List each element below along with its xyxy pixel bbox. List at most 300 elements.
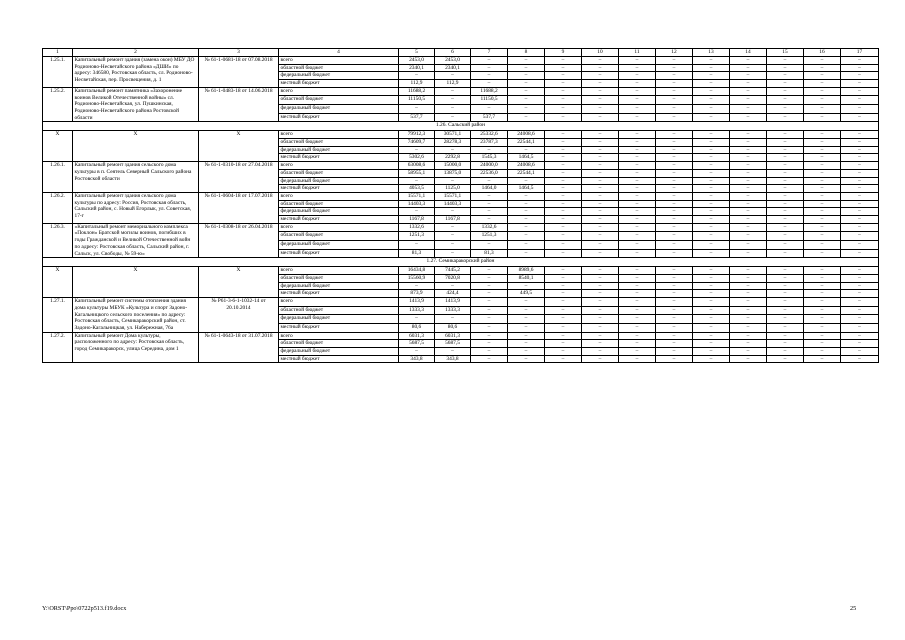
column-number: 4: [279, 49, 399, 57]
budget-source: местный бюджет: [279, 249, 399, 258]
amount-cell: 5687,5: [399, 340, 435, 348]
amount-cell: 81,3: [471, 249, 508, 258]
amount-cell: –: [730, 162, 767, 170]
amount-cell: –: [435, 105, 471, 114]
amount-cell: –: [730, 216, 767, 224]
amount-cell: –: [656, 208, 693, 216]
amount-cell: –: [435, 177, 471, 185]
amount-cell: –: [656, 323, 693, 332]
budget-source: всего: [279, 192, 399, 200]
amount-cell: –: [767, 315, 804, 324]
amount-cell: –: [582, 348, 619, 356]
amount-cell: –: [767, 223, 804, 232]
amount-cell: –: [767, 323, 804, 332]
amount-cell: 5687,5: [435, 340, 471, 348]
amount-cell: –: [582, 80, 619, 88]
amount-cell: 343,8: [399, 355, 435, 363]
amount-cell: –: [582, 216, 619, 224]
amount-cell: –: [656, 154, 693, 162]
column-number: 17: [841, 49, 879, 57]
amount-cell: –: [693, 340, 730, 348]
amount-cell: –: [582, 315, 619, 324]
amount-cell: –: [619, 146, 656, 154]
item-description: Капитальный ремонт здания (замена окон) МБУ ДО Родионово-Несветайского района «ДШИ» по адресу: 346580, Ростовская область, сл. Родионово-Несветайская, пер. Просвещения, д. 1: [73, 57, 199, 88]
amount-cell: 1332,6: [471, 223, 508, 232]
amount-cell: –: [545, 315, 582, 324]
amount-cell: –: [767, 232, 804, 241]
amount-cell: –: [804, 200, 841, 208]
column-number: 10: [582, 49, 619, 57]
x-mark: X: [199, 267, 279, 298]
amount-cell: –: [767, 169, 804, 177]
amount-cell: –: [619, 355, 656, 363]
amount-cell: –: [545, 241, 582, 250]
amount-cell: –: [656, 216, 693, 224]
funding-table: [42, 48, 879, 363]
budget-row: [43, 87, 879, 96]
budget-source: областной бюджет: [279, 232, 399, 241]
amount-cell: –: [730, 340, 767, 348]
amount-cell: –: [693, 113, 730, 122]
amount-cell: –: [508, 87, 545, 96]
amount-cell: –: [841, 340, 879, 348]
amount-cell: –: [730, 113, 767, 122]
amount-cell: –: [399, 241, 435, 250]
amount-cell: –: [619, 223, 656, 232]
amount-cell: 15000,0: [435, 162, 471, 170]
amount-cell: –: [693, 80, 730, 88]
amount-cell: –: [471, 177, 508, 185]
amount-cell: –: [804, 139, 841, 147]
amount-cell: –: [656, 355, 693, 363]
column-number: 11: [619, 49, 656, 57]
amount-cell: 537,7: [399, 113, 435, 122]
amount-cell: 79912,3: [399, 131, 435, 139]
header-row: [43, 49, 879, 57]
amount-cell: –: [545, 249, 582, 258]
amount-cell: –: [804, 298, 841, 307]
amount-cell: –: [841, 169, 879, 177]
budget-source: областной бюджет: [279, 340, 399, 348]
amount-cell: 24008,6: [508, 131, 545, 139]
amount-cell: –: [656, 306, 693, 315]
amount-cell: –: [582, 241, 619, 250]
amount-cell: –: [582, 87, 619, 96]
amount-cell: –: [804, 96, 841, 105]
amount-cell: –: [471, 355, 508, 363]
amount-cell: –: [730, 306, 767, 315]
amount-cell: –: [804, 105, 841, 114]
amount-cell: –: [841, 241, 879, 250]
amount-cell: –: [508, 282, 545, 290]
amount-cell: –: [804, 146, 841, 154]
amount-cell: –: [508, 113, 545, 122]
amount-cell: –: [545, 87, 582, 96]
amount-cell: –: [841, 139, 879, 147]
amount-cell: 15560,9: [399, 274, 435, 282]
amount-cell: –: [582, 323, 619, 332]
amount-cell: –: [730, 298, 767, 307]
amount-cell: –: [545, 169, 582, 177]
amount-cell: 8989,6: [508, 267, 545, 275]
amount-cell: –: [619, 340, 656, 348]
budget-source: местный бюджет: [279, 323, 399, 332]
amount-cell: –: [582, 274, 619, 282]
amount-cell: –: [767, 306, 804, 315]
amount-cell: –: [767, 340, 804, 348]
amount-cell: 5302,6: [399, 154, 435, 162]
amount-cell: –: [693, 57, 730, 65]
amount-cell: –: [435, 146, 471, 154]
amount-cell: –: [435, 223, 471, 232]
amount-cell: –: [841, 216, 879, 224]
amount-cell: –: [656, 223, 693, 232]
amount-cell: –: [730, 146, 767, 154]
amount-cell: 4053,5: [399, 185, 435, 193]
amount-cell: 1545,3: [471, 154, 508, 162]
amount-cell: 1464,0: [471, 185, 508, 193]
amount-cell: –: [656, 72, 693, 80]
amount-cell: 1167,8: [435, 216, 471, 224]
amount-cell: –: [730, 332, 767, 340]
summary-row: [43, 131, 879, 139]
amount-cell: –: [656, 200, 693, 208]
amount-cell: –: [656, 80, 693, 88]
amount-cell: –: [767, 249, 804, 258]
amount-cell: –: [619, 200, 656, 208]
budget-source: местный бюджет: [279, 185, 399, 193]
amount-cell: –: [545, 267, 582, 275]
amount-cell: –: [841, 146, 879, 154]
amount-cell: –: [656, 290, 693, 298]
amount-cell: –: [693, 290, 730, 298]
budget-source: областной бюджет: [279, 139, 399, 147]
amount-cell: –: [619, 192, 656, 200]
amount-cell: –: [582, 306, 619, 315]
amount-cell: –: [656, 105, 693, 114]
amount-cell: –: [656, 267, 693, 275]
amount-cell: –: [656, 274, 693, 282]
amount-cell: –: [582, 200, 619, 208]
amount-cell: –: [730, 154, 767, 162]
amount-cell: –: [767, 274, 804, 282]
amount-cell: –: [656, 87, 693, 96]
amount-cell: –: [545, 298, 582, 307]
amount-cell: –: [582, 355, 619, 363]
amount-cell: –: [545, 80, 582, 88]
amount-cell: 1464,5: [508, 185, 545, 193]
amount-cell: –: [508, 64, 545, 72]
amount-cell: –: [582, 177, 619, 185]
amount-cell: –: [508, 298, 545, 307]
amount-cell: –: [693, 232, 730, 241]
amount-cell: –: [841, 232, 879, 241]
amount-cell: –: [471, 348, 508, 356]
amount-cell: –: [841, 105, 879, 114]
amount-cell: –: [730, 139, 767, 147]
amount-cell: –: [619, 139, 656, 147]
amount-cell: –: [545, 200, 582, 208]
amount-cell: –: [767, 87, 804, 96]
amount-cell: –: [804, 267, 841, 275]
amount-cell: –: [656, 249, 693, 258]
section-title: 1.27. Семикаракорский район: [43, 258, 879, 267]
item-number: 1.27.1.: [43, 298, 73, 333]
amount-cell: 24008,6: [508, 162, 545, 170]
amount-cell: –: [730, 208, 767, 216]
amount-cell: –: [508, 306, 545, 315]
amount-cell: –: [619, 162, 656, 170]
amount-cell: –: [582, 232, 619, 241]
amount-cell: 1333,3: [435, 306, 471, 315]
amount-cell: –: [619, 64, 656, 72]
amount-cell: –: [841, 154, 879, 162]
amount-cell: –: [767, 139, 804, 147]
amount-cell: –: [841, 192, 879, 200]
amount-cell: 14403,3: [435, 200, 471, 208]
column-number: 3: [199, 49, 279, 57]
amount-cell: –: [730, 72, 767, 80]
amount-cell: –: [767, 57, 804, 65]
amount-cell: –: [471, 64, 508, 72]
amount-cell: –: [804, 223, 841, 232]
column-number: 2: [73, 49, 199, 57]
amount-cell: –: [804, 64, 841, 72]
amount-cell: –: [693, 185, 730, 193]
amount-cell: –: [804, 332, 841, 340]
amount-cell: –: [693, 323, 730, 332]
budget-source: федеральный бюджет: [279, 208, 399, 216]
column-number: 9: [545, 49, 582, 57]
item-number: 1.26.1.: [43, 162, 73, 193]
amount-cell: –: [767, 348, 804, 356]
amount-cell: –: [841, 113, 879, 122]
budget-source: местный бюджет: [279, 113, 399, 122]
amount-cell: 11688,2: [471, 87, 508, 96]
amount-cell: –: [619, 131, 656, 139]
amount-cell: –: [693, 200, 730, 208]
budget-source: всего: [279, 223, 399, 232]
amount-cell: –: [508, 232, 545, 241]
amount-cell: –: [545, 64, 582, 72]
amount-cell: –: [841, 306, 879, 315]
amount-cell: –: [693, 241, 730, 250]
amount-cell: –: [619, 315, 656, 324]
amount-cell: –: [841, 290, 879, 298]
amount-cell: –: [582, 208, 619, 216]
amount-cell: 7020,8: [435, 274, 471, 282]
amount-cell: –: [730, 232, 767, 241]
amount-cell: –: [619, 216, 656, 224]
budget-source: федеральный бюджет: [279, 146, 399, 154]
budget-source: всего: [279, 267, 399, 275]
amount-cell: –: [656, 185, 693, 193]
budget-source: федеральный бюджет: [279, 315, 399, 324]
amount-cell: –: [619, 306, 656, 315]
amount-cell: –: [693, 355, 730, 363]
amount-cell: –: [656, 298, 693, 307]
amount-cell: –: [693, 105, 730, 114]
amount-cell: –: [693, 87, 730, 96]
amount-cell: –: [730, 96, 767, 105]
amount-cell: –: [730, 177, 767, 185]
amount-cell: –: [767, 185, 804, 193]
amount-cell: 2340,1: [399, 64, 435, 72]
item-number: 1.27.2.: [43, 332, 73, 363]
amount-cell: –: [693, 306, 730, 315]
amount-cell: 1413,9: [399, 298, 435, 307]
amount-cell: –: [399, 72, 435, 80]
amount-cell: 449,5: [508, 290, 545, 298]
amount-cell: –: [582, 96, 619, 105]
amount-cell: –: [545, 57, 582, 65]
amount-cell: –: [545, 323, 582, 332]
amount-cell: –: [693, 64, 730, 72]
item-number: 1.25.1.: [43, 57, 73, 88]
amount-cell: –: [545, 223, 582, 232]
column-number: 6: [435, 49, 471, 57]
expertise-document: № 61-1-0308-18 от 26.04.2018: [199, 223, 279, 258]
amount-cell: –: [841, 323, 879, 332]
amount-cell: –: [545, 192, 582, 200]
amount-cell: 22544,1: [508, 169, 545, 177]
amount-cell: –: [804, 57, 841, 65]
amount-cell: –: [730, 315, 767, 324]
section-title-row: [43, 258, 879, 267]
budget-source: всего: [279, 131, 399, 139]
amount-cell: –: [656, 282, 693, 290]
amount-cell: –: [730, 355, 767, 363]
amount-cell: –: [471, 274, 508, 282]
amount-cell: –: [399, 315, 435, 324]
amount-cell: –: [693, 131, 730, 139]
amount-cell: –: [619, 232, 656, 241]
amount-cell: –: [435, 315, 471, 324]
budget-source: областной бюджет: [279, 200, 399, 208]
budget-source: областной бюджет: [279, 306, 399, 315]
amount-cell: –: [471, 290, 508, 298]
amount-cell: –: [545, 105, 582, 114]
amount-cell: –: [730, 323, 767, 332]
amount-cell: –: [545, 216, 582, 224]
amount-cell: –: [545, 306, 582, 315]
amount-cell: –: [841, 267, 879, 275]
amount-cell: –: [471, 323, 508, 332]
amount-cell: –: [508, 146, 545, 154]
amount-cell: 1251,3: [399, 232, 435, 241]
footer-file-path: Y:\ORST\Ppo\0722p513.f19.docx: [42, 605, 127, 612]
amount-cell: –: [767, 80, 804, 88]
amount-cell: –: [656, 332, 693, 340]
amount-cell: –: [471, 57, 508, 65]
item-description: Капитальный ремонт памятника «Захоронение воинов Великой Отечественной войны» сл. Родионово-Несветайская, ул. Пушкинская, Родионово-Несветайского района Ростовской области: [73, 87, 199, 122]
amount-cell: 14403,3: [399, 200, 435, 208]
amount-cell: –: [767, 72, 804, 80]
amount-cell: –: [730, 185, 767, 193]
amount-cell: –: [545, 208, 582, 216]
amount-cell: –: [767, 192, 804, 200]
amount-cell: –: [545, 162, 582, 170]
amount-cell: –: [656, 241, 693, 250]
amount-cell: –: [582, 267, 619, 275]
budget-source: всего: [279, 332, 399, 340]
amount-cell: –: [767, 332, 804, 340]
amount-cell: –: [693, 96, 730, 105]
amount-cell: –: [767, 216, 804, 224]
amount-cell: –: [656, 162, 693, 170]
amount-cell: 16434,8: [399, 267, 435, 275]
column-number: 15: [767, 49, 804, 57]
amount-cell: –: [730, 274, 767, 282]
amount-cell: –: [582, 290, 619, 298]
amount-cell: 11688,2: [399, 87, 435, 96]
amount-cell: –: [545, 139, 582, 147]
amount-cell: –: [619, 57, 656, 65]
amount-cell: –: [545, 96, 582, 105]
budget-source: федеральный бюджет: [279, 105, 399, 114]
amount-cell: –: [804, 282, 841, 290]
amount-cell: –: [693, 154, 730, 162]
amount-cell: –: [619, 87, 656, 96]
summary-row: [43, 267, 879, 275]
amount-cell: –: [841, 282, 879, 290]
amount-cell: –: [619, 80, 656, 88]
amount-cell: –: [545, 290, 582, 298]
expertise-document: № 61-1-0483-18 от 14.06.2018: [199, 87, 279, 122]
budget-source: федеральный бюджет: [279, 348, 399, 356]
amount-cell: 2453,0: [435, 57, 471, 65]
budget-row: [43, 332, 879, 340]
amount-cell: –: [804, 154, 841, 162]
amount-cell: –: [804, 72, 841, 80]
amount-cell: –: [619, 298, 656, 307]
amount-cell: –: [508, 323, 545, 332]
amount-cell: 112,9: [399, 80, 435, 88]
amount-cell: –: [619, 323, 656, 332]
amount-cell: –: [804, 80, 841, 88]
amount-cell: 1464,5: [508, 154, 545, 162]
amount-cell: –: [508, 208, 545, 216]
amount-cell: –: [508, 223, 545, 232]
amount-cell: –: [545, 332, 582, 340]
expertise-document: № 61-1-0643-18 от 31.07.2018: [199, 332, 279, 363]
amount-cell: –: [804, 241, 841, 250]
amount-cell: –: [582, 139, 619, 147]
amount-cell: –: [508, 72, 545, 80]
amount-cell: –: [508, 348, 545, 356]
expertise-document: № 61-1-0604-18 от 17.07.2018: [199, 192, 279, 223]
amount-cell: –: [767, 355, 804, 363]
column-number: 8: [508, 49, 545, 57]
amount-cell: –: [619, 177, 656, 185]
amount-cell: –: [471, 306, 508, 315]
amount-cell: 80,6: [435, 323, 471, 332]
amount-cell: –: [435, 282, 471, 290]
amount-cell: –: [435, 87, 471, 96]
column-number: 7: [471, 49, 508, 57]
amount-cell: –: [435, 208, 471, 216]
amount-cell: –: [767, 241, 804, 250]
amount-cell: –: [435, 241, 471, 250]
footer-page-number: 25: [850, 605, 857, 612]
amount-cell: –: [767, 267, 804, 275]
amount-cell: –: [804, 208, 841, 216]
amount-cell: –: [582, 105, 619, 114]
amount-cell: –: [730, 290, 767, 298]
amount-cell: –: [841, 57, 879, 65]
amount-cell: –: [767, 298, 804, 307]
amount-cell: 1413,9: [435, 298, 471, 307]
